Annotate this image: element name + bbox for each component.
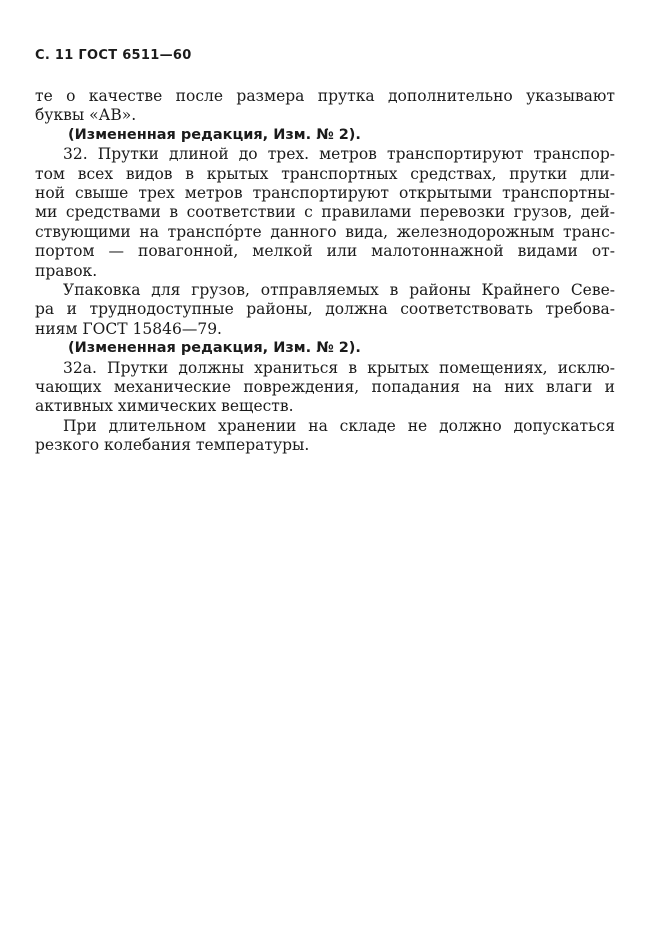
text-line: том всех видов в крытых транспортных средствах, прутки дли-: [35, 164, 615, 183]
text-line: 32. Прутки длиной до трех. метров транспортируют транспор-: [63, 145, 615, 164]
text-line: 32а. Прутки должны храниться в крытых помещениях, исклю-: [63, 358, 615, 377]
body-text: [35, 87, 615, 456]
text-line: Упаковка для грузов, отправляемых в районы Крайнего Севе-: [63, 280, 615, 299]
text-line: ниям ГОСТ 15846—79.: [35, 319, 222, 338]
running-head: С. 11 ГОСТ 6511—60: [35, 48, 192, 63]
text-line: ми средствами в соответствии с правилами перевозки грузов, дей-: [35, 203, 615, 222]
text-line: портом — повагонной, мелкой или малотоннажной видами от-: [35, 242, 615, 261]
text-line: ра и труднодоступные районы, должна соответствовать требова-: [35, 300, 615, 319]
text-line: правок.: [35, 261, 98, 280]
text-line: резкого колебания температуры.: [35, 436, 310, 455]
text-line: активных химических веществ.: [35, 397, 294, 416]
text-line: ной свыше трех метров транспортируют открытыми транспортны-: [35, 183, 615, 202]
text-line: ствующими на транспо́рте данного вида, железнодорожным транс-: [35, 222, 615, 241]
text-line: чающих механические повреждения, попадания на них влаги и: [35, 377, 615, 396]
amendment-note: (Измененная редакция, Изм. № 2).: [68, 340, 361, 357]
amendment-note: (Измененная редакция, Изм. № 2).: [68, 126, 361, 143]
text-line: При длительном хранении на складе не должно допускаться: [63, 416, 615, 435]
text-line: те о качестве после размера прутка дополнительно указывают: [35, 87, 615, 105]
text-line: буквы «АВ».: [35, 106, 137, 125]
